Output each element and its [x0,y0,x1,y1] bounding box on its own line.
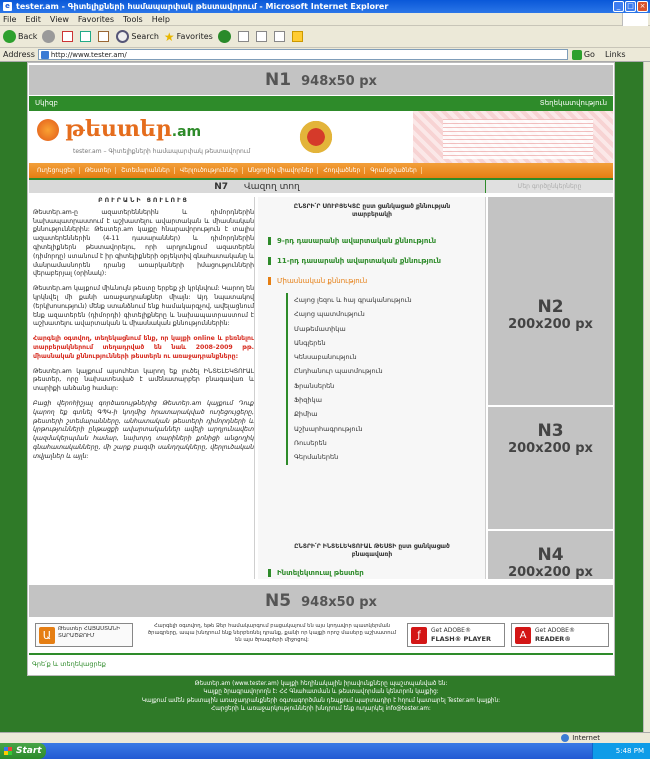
subject-item[interactable]: Հայոց պատմություն [286,307,412,321]
footer-line-4: Հարցերի և առաջարկությունների խնդրում ենք ուղարկել info@tester.am: [211,705,431,712]
subject-item[interactable]: Աշխարհագրություն [286,422,412,436]
menu-tools[interactable]: Tools [123,14,143,24]
nav-registered[interactable]: Գրանցվածներ [366,167,422,174]
go-button[interactable]: Go [572,50,595,60]
window-controls [613,1,648,12]
menu-help[interactable]: Help [151,14,170,24]
taskbar [0,743,650,759]
print-button[interactable] [256,31,269,42]
partners-heading: Մեր գործընկերները [486,180,613,193]
maximize-button[interactable]: □ [625,1,636,12]
nav-articles[interactable]: Հոդվածներ [319,167,365,174]
mail-icon [238,31,249,42]
get-flash-player-button[interactable]: ƒ Get ADOBE® FLASH® PLAYER [407,623,505,647]
banner-n2[interactable]: N2 200x200 px [508,297,593,332]
subject-item[interactable]: Ֆրանսերեն [286,379,412,393]
home-icon [98,31,109,42]
site-logo[interactable]: թեստեր.am [65,116,202,142]
nav-home-link[interactable]: Սկիզբ [35,99,58,107]
folder-icon [292,31,303,42]
nav-info-link[interactable]: Տեղեկատվություն [539,99,607,107]
media-button[interactable] [218,30,233,43]
subject-item[interactable]: Գերմաներեն [286,450,412,464]
banner-n4[interactable]: N4 200x200 px [508,545,593,580]
menu-file[interactable]: File [3,14,17,24]
star-icon: ★ [163,29,175,44]
side-banners [488,197,613,579]
coat-of-arms-icon [297,115,335,155]
tester-logo-icon: Ա [39,627,55,644]
subjects-column [258,197,486,579]
back-arrow-icon [3,30,16,43]
footer-line-2: Կայքը ծրագրավորողն է: ՀՀ Գնահատման և թեստավորման կենտրոն կայքից: [203,689,439,696]
contact-link[interactable]: Գրե՛ք և տեղեկացրեք [32,660,106,668]
footer-line-1: Թեստեր.am (www.tester.am) կայքի հեղինակային իրավունքները պաշտպանված են: [194,681,448,687]
minimize-button[interactable]: _ [613,1,624,12]
go-arrow-icon [572,50,582,60]
intro-notice: Հարգելի օգտվող, տեղեկացնում ենք, որ կայքի online և բեռնելու տարբերակներում տեղադրված են նաև 2008-2009 թթ. միասնական քննությունների թեստերն ու առաջադրանքները: [33,335,254,360]
status-bar [0,732,650,743]
page-icon [41,51,49,59]
subject-item[interactable]: Մաթեմատիկա [286,322,412,336]
zone-indicator: Internet [561,733,600,743]
search-button[interactable]: Search [116,30,158,43]
subject-item[interactable]: Ֆիզիկա [286,393,412,407]
grade9-exam-link[interactable]: 9-րդ դասարանի ավարտական քննություն [268,237,436,245]
ie-icon: e [3,2,12,11]
stop-icon [62,31,73,42]
subject-item[interactable]: Քիմիա [286,407,412,421]
system-tray [592,743,650,759]
partner-tester-button[interactable]: Ա Թեստեր ՀԱՅԱՍՏԱՆԻ ՏԱՐԱԾՔՈՒՄ [35,623,133,647]
intro-column [33,197,255,579]
nav-passing-scores[interactable]: Անցողիկ միավորներ [244,167,319,174]
site-header [29,111,613,163]
site-footer [27,680,615,726]
subject-item[interactable]: Անգլերեն [286,336,412,350]
web-page [27,62,615,676]
toolbar [0,26,650,48]
plugins-notice: Հարգելի օգտվող, եթե Ձեր համակարգում բացակայում են այս կոդավոր պատկերման ծրագրերը, ապա խնդրում ենք ներբեռնել դրանք, քանի որ կայքի որոշ մասերը աշխատում են այս ծրագրերի միջոցով: [147,623,397,643]
choose-subject-title: ԸՆՏՐԻ՛Ր ՍՈՒԲՅԵԿՏԸ ըստ ցանկացած քննության տարբերակի [293,203,451,219]
subject-item[interactable]: Կենսաբանություն [286,350,412,364]
messenger-button[interactable] [292,31,305,42]
menu-bar [0,13,650,26]
subjects-list [286,293,412,465]
unified-exam-link[interactable]: Միասնական քննություն [268,277,367,285]
start-button[interactable]: Start [0,743,46,759]
adobe-reader-icon: A [515,627,531,644]
close-button[interactable]: × [637,1,648,12]
partners-bar [29,619,613,655]
nav-banks[interactable]: Շտեմարաններ [117,167,175,174]
home-button[interactable] [98,31,111,42]
forward-button[interactable] [42,30,57,43]
intro-paragraph-2: Թեստեր.am կայքում միևնույն թեստը երբեք չի կրկնվում: Կարող են կրկնվել մի քանի առաջադրանքներ միայն: Այդ նպատակով (երկխոսություն) մենք ստանձնում ենք համակարգչով, ավելացնում ենք ազատերեն (դիմորդի) գիտելիքները և նախապատրաստում է աշխատելու ավարտական և միասնական քննություններին: [33,285,254,328]
nav-tests[interactable]: Թեստեր [81,167,116,174]
banner-n3[interactable]: N3 200x200 px [508,421,593,456]
menu-edit[interactable]: Edit [25,14,41,24]
logo-subtitle: tester.am – Գիտելիքների համապարփակ թեստավորում [73,148,251,155]
intro-paragraph-5: Բացի վերոհիշյալ գործառույթներից Թեստեր.am կայքում Դուք կարող եք գտնել ԳՊԿ-ի կողմից հրատարակված ուղեցույցերը, թեստերի շտեմարանները, անհատական թեստերի դիմորդների և կրթությունների ընթացքի ավարտականներ ավելի արդյունավետ կազմակերպման համար, նախորդ տարիների քոնիցի անցողիկ գնահատականները, մի շարք բազմի սանդղակները, վերլուծական տվյալներ և այլն: [33,399,254,460]
menu-view[interactable]: View [49,14,69,24]
edit-icon [274,31,285,42]
test-sheet-image [413,111,613,163]
intro-paragraph-4: Թեստեր.am կայքում այսուհետ կարող եք լուծել ԻՆՏԵԼԵԿՏՈՒԱԼ թեստեր, որը նախատեսված է ամենատարբեր բնագավառ և տարիքի անձանց համար: [33,367,254,393]
print-icon [256,31,267,42]
intro-paragraph-1: Թեստեր.am-ը ազատերեններին և դիմորդներին նախապատրաստում է աշխատելու ավարտական և միասնական քննություններին: Թեստեր.am կայքը հնարավորություն է տալիս ազատերեններին (4-11 դասարաններ) և դիմորդներին գիտելիքներն թեստավորելու, որի արդյունքում ազատերեն (դիմորդը) ստանում է իր գիտելիքների օբյեկտիվ գնահատականը և մանրամասնորեն դրանց առարկաների իմացությունների վերաբերյալ (օրինակ): [33,208,254,278]
banner-n1[interactable]: N1 948x50 px [29,65,613,95]
top-nav [29,96,613,111]
intro-heading: ԲՈՒՐԱՆԻ ՑՈՒԼՈՒՑ [98,197,189,204]
clock: 5:48 PM [615,747,644,755]
subject-item[interactable]: Հայոց լեզու և հայ գրականություն [286,293,412,307]
forward-arrow-icon [42,30,55,43]
refresh-icon [80,31,91,42]
vertical-scrollbar[interactable] [643,62,650,732]
menu-favorites[interactable]: Favorites [77,14,115,24]
subject-item[interactable]: Ռուսերեն [286,436,412,450]
stop-button[interactable] [62,31,75,42]
globe-icon [561,734,569,742]
get-adobe-reader-button[interactable]: A Get ADOBE® READER® [511,623,609,647]
banner-n5[interactable]: N5 948x50 px [29,585,613,617]
edit-button[interactable] [274,31,287,42]
window-title: tester.am - Գիտելիքների համապարփակ թեստավորում - Microsoft Internet Explorer [16,2,389,11]
logo-icon [37,119,59,141]
windows-logo-icon [622,13,648,26]
grade11-exam-link[interactable]: 11-րդ դասարանի ավարտական քննություն [268,257,441,265]
media-icon [218,30,231,43]
choose-iq-title: ԸՆՏՐԻ՛Ր ԻՆՏԵԼԵԿՏՈՒԱԼ ԹԵՍՏԻ ըստ ցանկացած բնագավառի [294,543,450,559]
search-icon [116,30,129,43]
nav-analyses[interactable]: Վերլուծություններ [176,167,243,174]
links-button[interactable]: Links [604,50,626,59]
favorites-button[interactable]: ★ Favorites [163,29,213,44]
subject-item[interactable]: Ընդհանուր պատմություն [286,364,412,378]
window-titlebar [0,0,650,13]
mail-button[interactable] [238,31,251,42]
address-label: Address [3,50,35,59]
refresh-button[interactable] [80,31,93,42]
footer-line-3: Կայքում ամեն թեստային առաջադրանքների օգտագործման դեպքում պարտադիր է հղում կատարել Tester.am կայքին: [141,697,501,704]
nav-guides[interactable]: Ուղեցույցեր [33,167,80,174]
address-bar [0,48,650,62]
ticker-n7: N7 Վազող տող [29,178,485,193]
flash-icon: ƒ [411,627,427,644]
windows-flag-icon [4,747,12,755]
iq-tests-link[interactable]: Ինտելեկտուալ թեստեր [268,569,364,577]
main-nav [29,163,613,178]
back-button[interactable]: Back [3,30,37,43]
address-input[interactable]: http://www.tester.am/ [38,49,568,60]
